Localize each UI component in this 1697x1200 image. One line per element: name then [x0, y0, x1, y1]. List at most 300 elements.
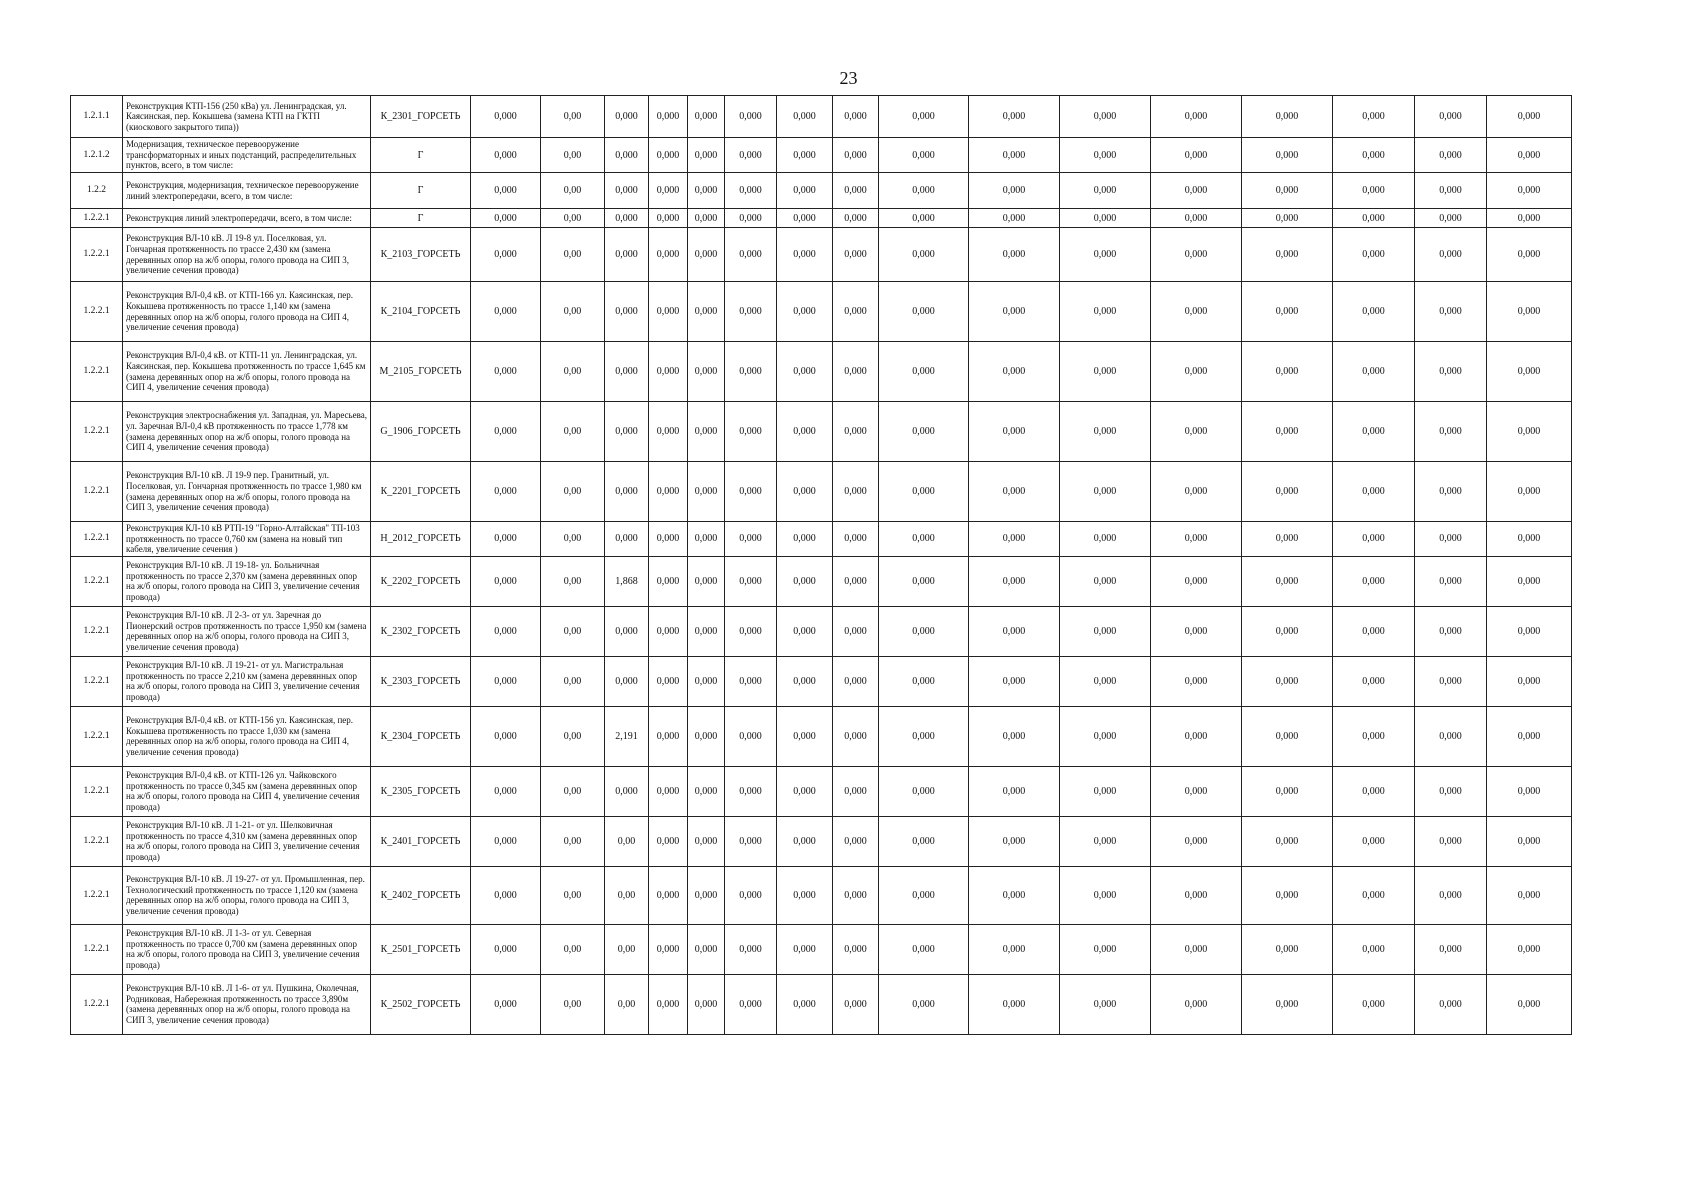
- row-number-cell: 1.2.1.2: [71, 138, 123, 173]
- description-cell: Реконструкция линий электропередачи, всего, в том числе:: [123, 209, 371, 228]
- value-cell: 0,000: [969, 209, 1060, 228]
- value-cell: 0,000: [777, 974, 833, 1034]
- row-number-cell: 1.2.2.1: [71, 228, 123, 282]
- value-cell: 0,000: [879, 706, 969, 766]
- value-cell: 0,000: [777, 209, 833, 228]
- value-cell: 0,000: [725, 522, 777, 557]
- value-cell: 0,00: [541, 462, 605, 522]
- value-cell: 0,000: [833, 402, 879, 462]
- project-code-cell: К_2104_ГОРСЕТЬ: [371, 282, 471, 342]
- row-number-cell: 1.2.1.1: [71, 96, 123, 138]
- value-cell: 0,000: [605, 342, 649, 402]
- value-cell: 0,000: [969, 556, 1060, 606]
- value-cell: 0,000: [688, 656, 725, 706]
- value-cell: 0,00: [541, 282, 605, 342]
- value-cell: 0,000: [725, 766, 777, 816]
- row-number-cell: 1.2.2.1: [71, 766, 123, 816]
- value-cell: 0,000: [879, 96, 969, 138]
- value-cell: 0,000: [1242, 462, 1333, 522]
- value-cell: 0,000: [1415, 706, 1487, 766]
- value-cell: 0,00: [541, 706, 605, 766]
- value-cell: 0,000: [1060, 342, 1151, 402]
- value-cell: 0,000: [777, 173, 833, 209]
- value-cell: 0,000: [1487, 606, 1572, 656]
- row-number-cell: 1.2.2.1: [71, 402, 123, 462]
- value-cell: 0,000: [969, 606, 1060, 656]
- value-cell: 0,000: [1333, 974, 1415, 1034]
- value-cell: 0,000: [833, 228, 879, 282]
- value-cell: 0,000: [1415, 282, 1487, 342]
- row-number-cell: 1.2.2.1: [71, 606, 123, 656]
- value-cell: 0,000: [1333, 462, 1415, 522]
- value-cell: 0,000: [725, 228, 777, 282]
- value-cell: 0,000: [969, 96, 1060, 138]
- row-number-cell: 1.2.2.1: [71, 706, 123, 766]
- value-cell: 0,000: [833, 96, 879, 138]
- row-number-cell: 1.2.2.1: [71, 924, 123, 974]
- value-cell: 0,000: [879, 402, 969, 462]
- value-cell: 0,000: [879, 462, 969, 522]
- value-cell: 0,000: [879, 866, 969, 924]
- value-cell: 0,000: [1333, 138, 1415, 173]
- value-cell: 0,000: [777, 228, 833, 282]
- description-cell: Модернизация, техническое перевооружение трансформаторных и иных подстанций, распределительных пунктов, всего, в том числе:: [123, 138, 371, 173]
- description-cell: Реконструкция ВЛ-10 кВ. Л 19-8 ул. Поселковая, ул. Гончарная протяженность по трассе 2,430 км (замена деревянных опор на ж/б опоры, голого провода на СИП 3, увеличение сечения провода): [123, 228, 371, 282]
- value-cell: 0,000: [1487, 402, 1572, 462]
- table-row: [71, 866, 1572, 924]
- value-cell: 0,000: [833, 209, 879, 228]
- value-cell: 0,000: [1333, 228, 1415, 282]
- value-cell: 0,000: [605, 402, 649, 462]
- value-cell: 0,000: [969, 138, 1060, 173]
- value-cell: 0,000: [1060, 138, 1151, 173]
- project-code-cell: Г: [371, 138, 471, 173]
- value-cell: 0,000: [649, 606, 688, 656]
- value-cell: 0,000: [833, 462, 879, 522]
- value-cell: 0,00: [541, 924, 605, 974]
- value-cell: 0,000: [1151, 816, 1242, 866]
- value-cell: 2,191: [605, 706, 649, 766]
- value-cell: 0,000: [725, 866, 777, 924]
- value-cell: 0,000: [688, 766, 725, 816]
- value-cell: 0,000: [1242, 606, 1333, 656]
- value-cell: 0,000: [833, 282, 879, 342]
- value-cell: 0,000: [725, 282, 777, 342]
- description-cell: Реконструкция ВЛ-0,4 кВ. от КТП-156 ул. Каясинская, пер. Кокышева протяженность по трассе 1,030 км (замена деревянных опор на ж/б опоры, голого провода на СИП 4, увеличение сечения провода): [123, 706, 371, 766]
- value-cell: 1,868: [605, 556, 649, 606]
- value-cell: 0,000: [688, 96, 725, 138]
- value-cell: 0,000: [649, 974, 688, 1034]
- value-cell: 0,000: [879, 209, 969, 228]
- value-cell: 0,000: [1415, 522, 1487, 557]
- value-cell: 0,000: [1333, 924, 1415, 974]
- table-row: [71, 924, 1572, 974]
- value-cell: 0,000: [1151, 462, 1242, 522]
- value-cell: 0,000: [969, 228, 1060, 282]
- value-cell: 0,000: [1487, 228, 1572, 282]
- value-cell: 0,000: [1415, 342, 1487, 402]
- value-cell: 0,000: [777, 522, 833, 557]
- value-cell: 0,000: [688, 209, 725, 228]
- value-cell: 0,00: [541, 522, 605, 557]
- value-cell: 0,00: [605, 866, 649, 924]
- value-cell: 0,000: [1151, 866, 1242, 924]
- value-cell: 0,000: [1151, 656, 1242, 706]
- value-cell: 0,000: [471, 138, 541, 173]
- value-cell: 0,000: [969, 402, 1060, 462]
- project-code-cell: К_2502_ГОРСЕТЬ: [371, 974, 471, 1034]
- value-cell: 0,000: [649, 138, 688, 173]
- table-row: [71, 402, 1572, 462]
- value-cell: 0,000: [1151, 766, 1242, 816]
- value-cell: 0,00: [541, 816, 605, 866]
- description-cell: Реконструкция ВЛ-10 кВ. Л 19-27- от ул. Промышленная, пер. Технологический протяженность по трассе 1,120 км (замена деревянных опор на ж/б опоры, голого провода на СИП 3, увеличение сечения провода): [123, 866, 371, 924]
- description-cell: Реконструкция электроснабжения ул. Западная, ул. Маресьева, ул. Заречная ВЛ-0,4 кВ протяженность по трассе 1,778 км (замена деревянных опор на ж/б опоры, голого провода на СИП 4, увеличение сечения провода): [123, 402, 371, 462]
- value-cell: 0,000: [688, 173, 725, 209]
- value-cell: 0,000: [1415, 462, 1487, 522]
- value-cell: 0,000: [1242, 866, 1333, 924]
- value-cell: 0,000: [1333, 606, 1415, 656]
- value-cell: 0,000: [605, 766, 649, 816]
- value-cell: 0,000: [879, 656, 969, 706]
- value-cell: 0,000: [969, 173, 1060, 209]
- description-cell: Реконструкция ВЛ-10 кВ. Л 19-9 пер. Гранитный, ул. Поселковая, ул. Гончарная протяженность по трассе 1,980 км (замена деревянных опор на ж/б опоры, голого провода на СИП 3, увеличение сечения провода): [123, 462, 371, 522]
- value-cell: 0,000: [1487, 462, 1572, 522]
- value-cell: 0,000: [1060, 402, 1151, 462]
- value-cell: 0,000: [605, 173, 649, 209]
- description-cell: Реконструкция ВЛ-0,4 кВ. от КТП-11 ул. Ленинградская, ул. Каясинская, пер. Кокышева протяженность по трассе 1,645 км (замена деревянных опор на ж/б опоры, голого провода на СИП 4, увеличение сечения провода): [123, 342, 371, 402]
- value-cell: 0,000: [649, 924, 688, 974]
- value-cell: 0,000: [725, 924, 777, 974]
- value-cell: 0,000: [649, 816, 688, 866]
- table-row: [71, 556, 1572, 606]
- value-cell: 0,000: [1151, 556, 1242, 606]
- value-cell: 0,000: [1415, 866, 1487, 924]
- data-table: [70, 95, 1572, 1035]
- project-code-cell: М_2105_ГОРСЕТЬ: [371, 342, 471, 402]
- value-cell: 0,000: [688, 402, 725, 462]
- value-cell: 0,000: [605, 228, 649, 282]
- value-cell: 0,000: [1415, 766, 1487, 816]
- value-cell: 0,000: [1242, 556, 1333, 606]
- value-cell: 0,000: [879, 173, 969, 209]
- value-cell: 0,000: [649, 402, 688, 462]
- row-number-cell: 1.2.2: [71, 173, 123, 209]
- value-cell: 0,000: [649, 173, 688, 209]
- value-cell: 0,000: [688, 974, 725, 1034]
- table-row: [71, 816, 1572, 866]
- value-cell: 0,000: [725, 974, 777, 1034]
- table-row: [71, 766, 1572, 816]
- value-cell: 0,000: [879, 522, 969, 557]
- project-code-cell: К_2302_ГОРСЕТЬ: [371, 606, 471, 656]
- value-cell: 0,000: [471, 522, 541, 557]
- value-cell: 0,00: [605, 974, 649, 1034]
- value-cell: 0,000: [1487, 656, 1572, 706]
- value-cell: 0,000: [833, 138, 879, 173]
- value-cell: 0,000: [649, 342, 688, 402]
- description-cell: Реконструкция ВЛ-0,4 кВ. от КТП-166 ул. Каясинская, пер. Кокышева протяженность по трассе 1,140 км (замена деревянных опор на ж/б опоры, голого провода на СИП 4, увеличение сечения провода): [123, 282, 371, 342]
- value-cell: 0,000: [688, 138, 725, 173]
- project-code-cell: К_2301_ГОРСЕТЬ: [371, 96, 471, 138]
- row-number-cell: 1.2.2.1: [71, 816, 123, 866]
- row-number-cell: 1.2.2.1: [71, 866, 123, 924]
- value-cell: 0,000: [1242, 228, 1333, 282]
- value-cell: 0,000: [649, 209, 688, 228]
- table-row: [71, 228, 1572, 282]
- value-cell: 0,000: [879, 606, 969, 656]
- description-cell: Реконструкция, модернизация, техническое перевооружение линий электропередачи, всего, в том числе:: [123, 173, 371, 209]
- value-cell: 0,000: [969, 974, 1060, 1034]
- value-cell: 0,000: [1415, 656, 1487, 706]
- value-cell: 0,000: [1487, 866, 1572, 924]
- value-cell: 0,000: [1242, 138, 1333, 173]
- value-cell: 0,000: [1415, 173, 1487, 209]
- value-cell: 0,000: [1151, 606, 1242, 656]
- value-cell: 0,000: [833, 173, 879, 209]
- value-cell: 0,000: [605, 462, 649, 522]
- value-cell: 0,000: [1151, 402, 1242, 462]
- value-cell: 0,000: [833, 656, 879, 706]
- value-cell: 0,000: [1151, 138, 1242, 173]
- value-cell: 0,000: [1242, 282, 1333, 342]
- description-cell: Реконструкция ВЛ-0,4 кВ. от КТП-126 ул. Чайковского протяженность по трассе 0,345 км (замена деревянных опор на ж/б опоры, голого провода на СИП 4, увеличение сечения провода): [123, 766, 371, 816]
- value-cell: 0,000: [471, 282, 541, 342]
- value-cell: 0,000: [471, 656, 541, 706]
- value-cell: 0,000: [879, 342, 969, 402]
- value-cell: 0,00: [541, 342, 605, 402]
- value-cell: 0,000: [1333, 556, 1415, 606]
- row-number-cell: 1.2.2.1: [71, 556, 123, 606]
- table-row: [71, 282, 1572, 342]
- project-code-cell: К_2305_ГОРСЕТЬ: [371, 766, 471, 816]
- value-cell: 0,000: [688, 706, 725, 766]
- table-row: [71, 96, 1572, 138]
- value-cell: 0,000: [725, 402, 777, 462]
- value-cell: 0,000: [969, 656, 1060, 706]
- value-cell: 0,00: [541, 766, 605, 816]
- value-cell: 0,000: [1151, 173, 1242, 209]
- description-cell: Реконструкция КЛ-10 кВ РТП-19 "Горно-Алтайская" ТП-103 протяженность по трассе 0,760 км (замена на новый тип кабеля, увеличение сечения ): [123, 522, 371, 557]
- value-cell: 0,000: [1060, 766, 1151, 816]
- value-cell: 0,000: [1060, 173, 1151, 209]
- value-cell: 0,00: [605, 816, 649, 866]
- value-cell: 0,00: [541, 402, 605, 462]
- value-cell: 0,000: [879, 766, 969, 816]
- value-cell: 0,000: [1415, 209, 1487, 228]
- value-cell: 0,000: [833, 556, 879, 606]
- value-cell: 0,000: [688, 924, 725, 974]
- value-cell: 0,000: [833, 522, 879, 557]
- value-cell: 0,00: [541, 138, 605, 173]
- table-row: [71, 706, 1572, 766]
- description-cell: Реконструкция ВЛ-10 кВ. Л 1-3- от ул. Северная протяженность по трассе 0,700 км (замена деревянных опор на ж/б опоры, голого провода на СИП 3, увеличение сечения провода): [123, 924, 371, 974]
- value-cell: 0,000: [1487, 282, 1572, 342]
- value-cell: 0,000: [471, 866, 541, 924]
- value-cell: 0,000: [969, 462, 1060, 522]
- row-number-cell: 1.2.2.1: [71, 974, 123, 1034]
- value-cell: 0,000: [1242, 816, 1333, 866]
- value-cell: 0,000: [879, 138, 969, 173]
- value-cell: 0,000: [777, 866, 833, 924]
- value-cell: 0,000: [1487, 173, 1572, 209]
- value-cell: 0,000: [649, 866, 688, 924]
- value-cell: 0,000: [1487, 706, 1572, 766]
- value-cell: 0,000: [1487, 138, 1572, 173]
- value-cell: 0,000: [1415, 138, 1487, 173]
- value-cell: 0,000: [969, 766, 1060, 816]
- project-code-cell: Г: [371, 173, 471, 209]
- value-cell: 0,000: [879, 556, 969, 606]
- value-cell: 0,000: [688, 282, 725, 342]
- value-cell: 0,000: [471, 816, 541, 866]
- value-cell: 0,000: [1487, 209, 1572, 228]
- value-cell: 0,000: [471, 402, 541, 462]
- value-cell: 0,000: [725, 606, 777, 656]
- value-cell: 0,000: [1060, 656, 1151, 706]
- value-cell: 0,00: [541, 606, 605, 656]
- value-cell: 0,000: [471, 462, 541, 522]
- value-cell: 0,000: [605, 606, 649, 656]
- value-cell: 0,000: [725, 556, 777, 606]
- value-cell: 0,00: [541, 209, 605, 228]
- value-cell: 0,000: [1415, 606, 1487, 656]
- value-cell: 0,000: [471, 209, 541, 228]
- value-cell: 0,000: [1060, 816, 1151, 866]
- value-cell: 0,00: [541, 556, 605, 606]
- value-cell: 0,000: [1242, 402, 1333, 462]
- value-cell: 0,000: [688, 462, 725, 522]
- value-cell: 0,000: [1333, 522, 1415, 557]
- value-cell: 0,00: [541, 656, 605, 706]
- value-cell: 0,000: [725, 138, 777, 173]
- value-cell: 0,000: [1487, 342, 1572, 402]
- value-cell: 0,000: [1151, 342, 1242, 402]
- value-cell: 0,000: [688, 866, 725, 924]
- table-row: [71, 173, 1572, 209]
- value-cell: 0,000: [1415, 228, 1487, 282]
- value-cell: 0,000: [1333, 706, 1415, 766]
- value-cell: 0,000: [833, 342, 879, 402]
- project-code-cell: G_1906_ГОРСЕТЬ: [371, 402, 471, 462]
- value-cell: 0,000: [725, 209, 777, 228]
- value-cell: 0,000: [777, 282, 833, 342]
- value-cell: 0,000: [1415, 402, 1487, 462]
- value-cell: 0,000: [1333, 209, 1415, 228]
- value-cell: 0,000: [969, 342, 1060, 402]
- value-cell: 0,000: [1242, 974, 1333, 1034]
- table-row: [71, 209, 1572, 228]
- value-cell: 0,000: [1060, 462, 1151, 522]
- value-cell: 0,000: [471, 96, 541, 138]
- value-cell: 0,000: [777, 656, 833, 706]
- value-cell: 0,000: [1333, 402, 1415, 462]
- project-code-cell: К_2402_ГОРСЕТЬ: [371, 866, 471, 924]
- value-cell: 0,000: [649, 462, 688, 522]
- table-row: [71, 606, 1572, 656]
- value-cell: 0,000: [777, 342, 833, 402]
- value-cell: 0,000: [605, 282, 649, 342]
- page-number: 23: [839, 68, 858, 88]
- value-cell: 0,000: [879, 924, 969, 974]
- value-cell: 0,000: [1151, 209, 1242, 228]
- value-cell: 0,000: [777, 138, 833, 173]
- project-code-cell: К_2401_ГОРСЕТЬ: [371, 816, 471, 866]
- project-code-cell: К_2202_ГОРСЕТЬ: [371, 556, 471, 606]
- value-cell: 0,000: [471, 556, 541, 606]
- value-cell: 0,000: [1151, 228, 1242, 282]
- value-cell: 0,000: [777, 402, 833, 462]
- value-cell: 0,000: [605, 656, 649, 706]
- value-cell: 0,000: [605, 522, 649, 557]
- project-code-cell: К_2103_ГОРСЕТЬ: [371, 228, 471, 282]
- value-cell: 0,000: [969, 924, 1060, 974]
- value-cell: 0,000: [1151, 924, 1242, 974]
- value-cell: 0,000: [777, 706, 833, 766]
- value-cell: 0,00: [541, 974, 605, 1034]
- value-cell: 0,000: [1487, 974, 1572, 1034]
- value-cell: 0,000: [1333, 766, 1415, 816]
- value-cell: 0,000: [471, 706, 541, 766]
- value-cell: 0,000: [725, 96, 777, 138]
- value-cell: 0,000: [777, 816, 833, 866]
- value-cell: 0,000: [1415, 974, 1487, 1034]
- value-cell: 0,000: [1333, 96, 1415, 138]
- value-cell: 0,000: [471, 974, 541, 1034]
- value-cell: 0,000: [1151, 522, 1242, 557]
- value-cell: 0,000: [649, 522, 688, 557]
- value-cell: 0,000: [688, 342, 725, 402]
- value-cell: 0,000: [1242, 766, 1333, 816]
- value-cell: 0,000: [833, 974, 879, 1034]
- value-cell: 0,000: [725, 173, 777, 209]
- value-cell: 0,000: [1415, 96, 1487, 138]
- value-cell: 0,000: [605, 138, 649, 173]
- value-cell: 0,000: [1060, 706, 1151, 766]
- value-cell: 0,000: [725, 706, 777, 766]
- value-cell: 0,000: [688, 228, 725, 282]
- value-cell: 0,000: [471, 228, 541, 282]
- value-cell: 0,000: [1242, 656, 1333, 706]
- value-cell: 0,000: [777, 96, 833, 138]
- table-row: [71, 974, 1572, 1034]
- table-body: [71, 96, 1572, 1035]
- value-cell: 0,000: [1060, 866, 1151, 924]
- value-cell: 0,000: [471, 342, 541, 402]
- value-cell: 0,000: [1060, 522, 1151, 557]
- project-code-cell: К_2304_ГОРСЕТЬ: [371, 706, 471, 766]
- value-cell: 0,000: [879, 228, 969, 282]
- value-cell: 0,000: [1333, 282, 1415, 342]
- value-cell: 0,000: [879, 974, 969, 1034]
- value-cell: 0,000: [471, 766, 541, 816]
- row-number-cell: 1.2.2.1: [71, 522, 123, 557]
- project-code-cell: Н_2012_ГОРСЕТЬ: [371, 522, 471, 557]
- description-cell: Реконструкция ВЛ-10 кВ. Л 1-6- от ул. Пушкина, Околечная, Родниковая, Набережная протяженность по трассе 3,890м (замена деревянных опор на ж/б опоры, голого провода на СИП 3, увеличение сечения провода): [123, 974, 371, 1034]
- value-cell: 0,000: [1487, 522, 1572, 557]
- value-cell: 0,000: [1487, 556, 1572, 606]
- value-cell: 0,000: [1242, 209, 1333, 228]
- value-cell: 0,00: [541, 228, 605, 282]
- description-cell: Реконструкция КТП-156 (250 кВа) ул. Ленинградская, ул. Каясинская, пер. Кокышева (замена КТП на ГКТП (киоскового закрытого типа)): [123, 96, 371, 138]
- value-cell: 0,000: [879, 282, 969, 342]
- value-cell: 0,000: [1242, 706, 1333, 766]
- value-cell: 0,000: [833, 866, 879, 924]
- project-code-cell: Г: [371, 209, 471, 228]
- value-cell: 0,000: [969, 816, 1060, 866]
- value-cell: 0,000: [1333, 816, 1415, 866]
- value-cell: 0,000: [688, 816, 725, 866]
